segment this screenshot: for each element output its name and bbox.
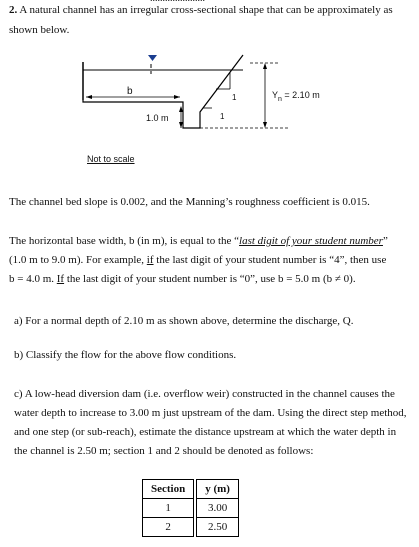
width-paragraph-line2 xyxy=(9,253,386,267)
width-paragraph-line3 xyxy=(9,272,356,286)
table-header-row xyxy=(143,480,239,499)
part-b: b) Classify the flow for the above flow conditions. xyxy=(14,349,237,361)
label-yn xyxy=(272,88,320,107)
table-header-section: Section xyxy=(143,480,194,499)
width-l2-pre: (1.0 m to 9.0 m). For example, xyxy=(9,254,147,266)
width-post: ” xyxy=(382,235,388,247)
section-table xyxy=(142,479,239,537)
part-a: a) For a normal depth of 2.10 m as shown above, determine the discharge, Q. xyxy=(14,315,354,327)
table-cell-section: 2 xyxy=(143,518,194,537)
yn-symbol: Y xyxy=(272,90,279,100)
table-row xyxy=(143,518,239,537)
part-c-line4: the channel is 2.50 m; section 1 and 2 should be denoted as follows: xyxy=(14,445,314,457)
width-l2-post: the last digit of your student number is “4”, then use xyxy=(153,254,387,266)
table-cell-y: 2.50 xyxy=(197,518,239,537)
part-c-line1: c) A low-head diversion dam (i.e. overflow weir) constructed in the channel causes the xyxy=(14,388,395,400)
question-title-cont: shown below. xyxy=(9,24,70,36)
table-cell-section: 1 xyxy=(143,499,194,518)
yn-value: = 2.10 m xyxy=(281,90,320,100)
part-c-line2: water depth to increase to 3.00 m just upstream of the dam. Using the direct step method, xyxy=(14,407,407,419)
width-l3-if: If xyxy=(56,273,65,285)
label-b: b xyxy=(127,86,133,97)
width-l3-pre: b = 4.0 m. xyxy=(9,273,57,285)
not-to-scale-note: Not to scale xyxy=(87,154,135,164)
width-l2-if: if xyxy=(146,254,154,266)
width-l3-post: the last digit of your student number is “0”, use b = 5.0 m (b ≠ 0). xyxy=(64,273,356,285)
slope-paragraph: The channel bed slope is 0.002, and the Manning’s roughness coefficient is 0.015. xyxy=(9,196,370,208)
slope-label-v: 1 xyxy=(232,93,237,102)
width-paragraph-line1 xyxy=(9,234,388,248)
width-emph: last digit of your student number xyxy=(239,235,383,247)
slope-label-h: 1 xyxy=(220,112,225,121)
question-title-line: 2. A natural channel has an irregular cross-sectional shape that can be approximately as xyxy=(9,4,393,16)
part-c-line3: and one step (or sub-reach), estimate the distance upstream at which the water depth in xyxy=(14,426,397,438)
width-pre: The horizontal base width, b (in m), is equal to the “ xyxy=(9,235,240,247)
table-header-y: y (m) xyxy=(197,480,239,499)
table-row xyxy=(143,499,239,518)
label-1m: 1.0 m xyxy=(146,113,169,123)
table-cell-y: 3.00 xyxy=(197,499,239,518)
yn-subscript: n xyxy=(278,95,282,103)
